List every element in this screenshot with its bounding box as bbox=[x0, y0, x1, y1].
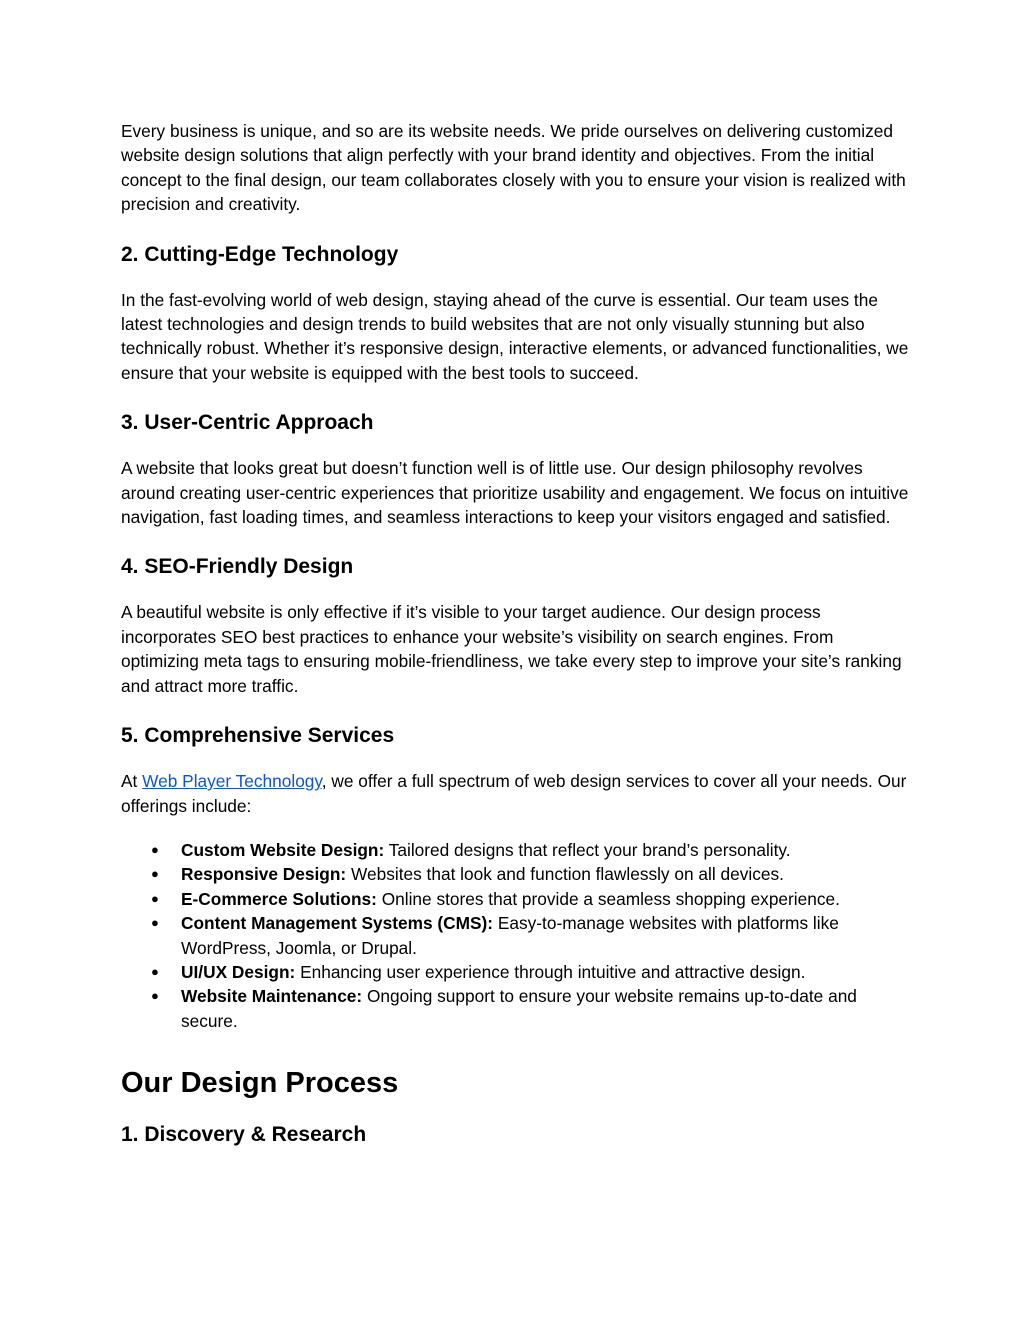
services-prefix: At bbox=[121, 771, 143, 792]
list-item bbox=[121, 984, 911, 1033]
intro-paragraph: Every business is unique, and so are its website needs. We pride ourselves on delivering customized website design solutions that align perfectly with your brand identity and objectives. From the initial concept to the final design, our team collaborates closely with you to ensure your vision is realized with precision and creativity. bbox=[121, 121, 906, 215]
list-item-text: Easy-to-manage websites with platforms like WordPress, Joomla, or Drupal. bbox=[181, 913, 839, 958]
list-item-title: Website Maintenance: bbox=[181, 986, 363, 1007]
bullet-icon: ● bbox=[151, 988, 159, 1004]
list-item-text: Ongoing support to ensure your website remains up-to-date and secure. bbox=[181, 986, 857, 1031]
bullet-icon: ● bbox=[151, 866, 159, 882]
document-page bbox=[121, 119, 911, 1148]
list-item-title: Content Management Systems (CMS): bbox=[181, 913, 494, 934]
section-paragraph-services bbox=[121, 769, 911, 818]
list-item-text: Online stores that provide a seamless shopping experience. bbox=[376, 888, 840, 909]
bullet-icon: ● bbox=[151, 890, 159, 906]
list-item-title: Responsive Design: bbox=[181, 864, 347, 885]
section-paragraph-user-centric: A website that looks great but doesn’t function well is of little use. Our design philosophy revolves around creating user-centric experiences that prioritize usability and engagement. We focus on intuitive navigation, fast loading times, and seamless interactions to keep your visitors engaged and satisfied. bbox=[121, 458, 909, 528]
list-item bbox=[121, 838, 911, 862]
list-item-text: Websites that look and function flawlessly on all devices. bbox=[346, 864, 784, 885]
section-heading-technology: 2. Cutting-Edge Technology bbox=[121, 242, 399, 266]
list-item-title: Custom Website Design: bbox=[181, 839, 385, 860]
list-item bbox=[121, 960, 911, 984]
process-heading: Our Design Process bbox=[121, 1067, 399, 1100]
section-paragraph-seo: A beautiful website is only effective if it’s visible to your target audience. Our design process incorporates SEO best practices to enhance your website’s visibility on search engines. From optimizing meta tags to ensuring mobile-friendliness, we take every step to improve your site’s ranking and attract more traffic. bbox=[121, 602, 902, 696]
process-subheading: 1. Discovery & Research bbox=[121, 1123, 367, 1147]
services-list bbox=[121, 838, 911, 1033]
bullet-icon: ● bbox=[151, 963, 159, 979]
bullet-icon: ● bbox=[151, 915, 159, 931]
section-heading-user-centric: 3. User-Centric Approach bbox=[121, 411, 374, 435]
list-item-text: Tailored designs that reflect your brand’s personality. bbox=[384, 839, 791, 860]
services-suffix: , we offer a full spectrum of web design services to cover all your needs. Our offerings include: bbox=[121, 771, 907, 816]
web-player-technology-link[interactable]: Web Player Technology bbox=[142, 771, 322, 792]
section-paragraph-technology: In the fast-evolving world of web design, staying ahead of the curve is essential. Our team uses the latest technologies and design trends to build websites that are not only visually stunning but also technically robust. Whether it’s responsive design, interactive elements, or advanced functionalities, we ensure that your website is equipped with the best tools to succeed. bbox=[121, 289, 909, 383]
list-item bbox=[121, 887, 911, 911]
bullet-icon: ● bbox=[151, 841, 159, 857]
list-item bbox=[121, 862, 911, 886]
list-item-title: UI/UX Design: bbox=[181, 961, 296, 982]
list-item-title: E-Commerce Solutions: bbox=[181, 888, 377, 909]
section-heading-seo: 4. SEO-Friendly Design bbox=[121, 555, 354, 579]
list-item bbox=[121, 911, 911, 960]
section-heading-services: 5. Comprehensive Services bbox=[121, 724, 395, 748]
list-item-text: Enhancing user experience through intuitive and attractive design. bbox=[295, 961, 806, 982]
